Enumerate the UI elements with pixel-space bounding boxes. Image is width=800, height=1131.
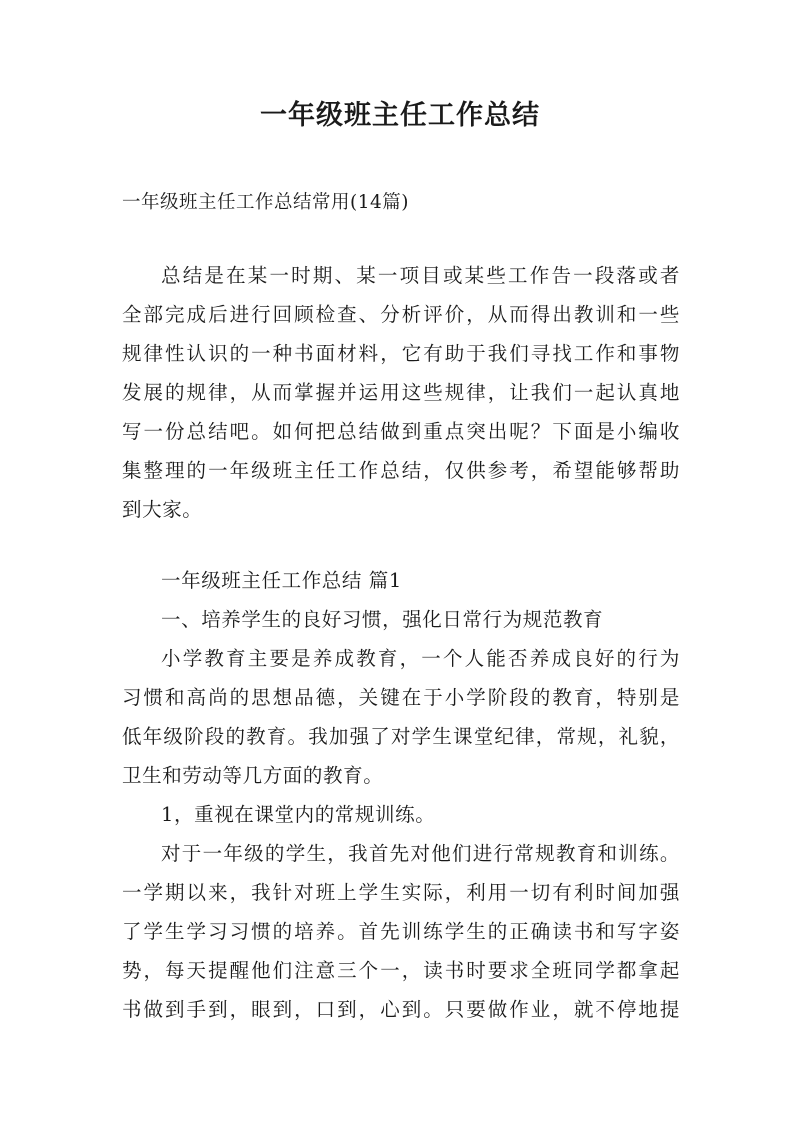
paragraph-line: 习惯和高尚的思想品德，关键在于小学阶段的教育，特别是 (122, 686, 680, 709)
document-title: 一年级班主任工作总结 (260, 100, 540, 131)
intro-line: 写一份总结吧。如何把总结做到重点突出呢？下面是小编收 (122, 420, 680, 443)
intro-line: 规律性认识的一种书面材料，它有助于我们寻找工作和事物 (122, 342, 680, 365)
sub-point-heading: 1，重视在课堂内的常规训练。 (161, 803, 436, 826)
paragraph-line: 了学生学习习惯的培养。首先训练学生的正确读书和写字姿 (122, 920, 680, 943)
paragraph-line: 小学教育主要是养成教育，一个人能否养成良好的行为 (161, 647, 680, 670)
intro-paragraph (122, 256, 680, 529)
paragraph-line: 势，每天提醒他们注意三个一，读书时要求全班同学都拿起 (122, 959, 680, 982)
paragraph-line: 书做到手到，眼到，口到，心到。只要做作业，就不停地提 (122, 998, 680, 1021)
paragraph-line: 低年级阶段的教育。我加强了对学生课堂纪律，常规，礼貌， (122, 725, 680, 748)
intro-line: 总结是在某一时期、某一项目或某些工作告一段落或者 (161, 264, 680, 287)
intro-line: 发展的规律，从而掌握并运用这些规律，让我们一起认真地 (122, 381, 680, 404)
document-subtitle: 一年级班主任工作总结常用(14篇) (122, 192, 409, 213)
paragraph-line: 卫生和劳动等几方面的教育。 (122, 764, 384, 787)
intro-line: 到大家。 (122, 498, 203, 521)
intro-line: 全部完成后进行回顾检查、分析评价，从而得出教训和一些 (122, 303, 680, 326)
paragraph-line: 对于一年级的学生，我首先对他们进行常规教育和训练。 (161, 842, 680, 865)
point-one-heading: 一、培养学生的良好习惯，强化日常行为规范教育 (161, 608, 604, 631)
intro-line: 集整理的一年级班主任工作总结，仅供参考，希望能够帮助 (122, 459, 680, 482)
section-one (122, 561, 680, 1029)
section-heading: 一年级班主任工作总结 篇1 (161, 569, 402, 592)
paragraph-line: 一学期以来，我针对班上学生实际，利用一切有利时间加强 (122, 881, 680, 904)
